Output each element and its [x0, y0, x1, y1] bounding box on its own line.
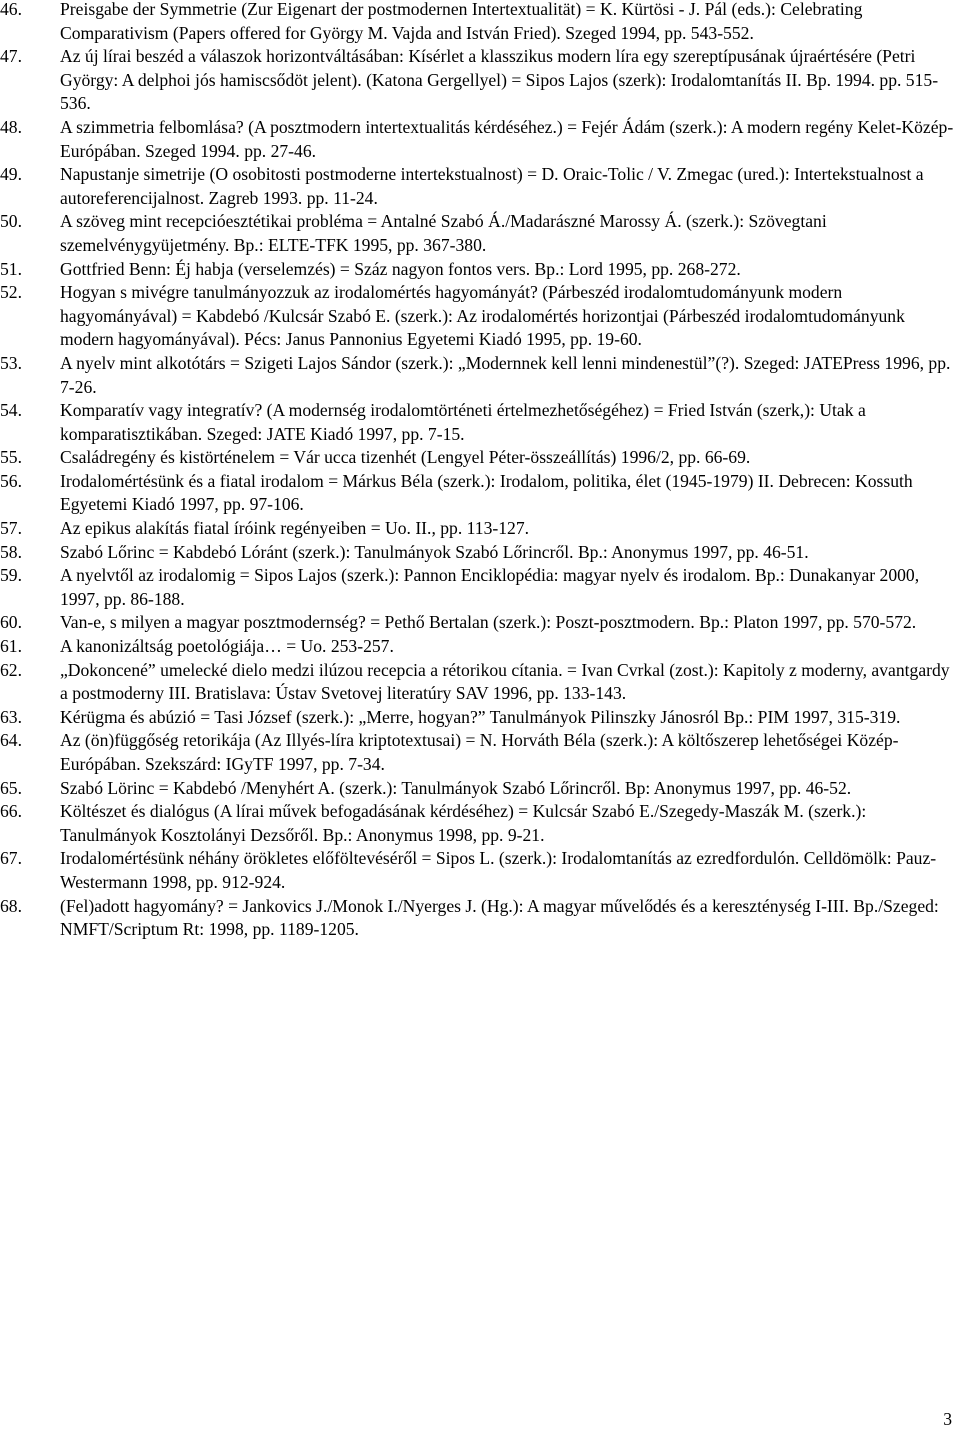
- entry-number: 60.: [0, 612, 22, 633]
- bibliography-entry: [0, 777, 960, 801]
- bibliography-entry: [0, 729, 960, 776]
- bibliography-entry: [0, 399, 960, 446]
- bibliography-entry: [0, 116, 960, 163]
- entry-number: 67.: [0, 848, 22, 869]
- entry-number: 64.: [0, 730, 22, 751]
- bibliography-entry: [0, 659, 960, 706]
- bibliography-entry: [0, 0, 960, 45]
- entry-text: Szabó Lőrinc = Kabdebó Lóránt (szerk.): Tanulmányok Szabó Lőrincről. Bp.: Anonymus 1997, pp. 46-51.: [60, 541, 809, 562]
- entry-text: Az (ön)függőség retorikája (Az Illyés-líra kriptotextusai) = N. Horváth Béla (szerk.): A költőszerep lehetőségei Közép-Európában. Szekszárd: IGyTF 1997, pp. 7-34.: [60, 730, 899, 774]
- entry-text: A nyelv mint alkotótárs = Szigeti Lajos Sándor (szerk.): „Modernnek kell lenni mindenestül”(?). Szeged: JATEPress 1996, pp. 7-26.: [60, 352, 951, 397]
- entry-number: 61.: [0, 636, 22, 657]
- bibliography-entry: [0, 45, 960, 116]
- entry-number: 46.: [0, 0, 22, 19]
- entry-text: A szimmetria felbomlása? (A posztmodern intertextualitás kérdéséhez.) = Fejér Ádám (szerk.): A modern regény Kelet-Közép-Európában. Szeged 1994. pp. 27-46.: [60, 116, 954, 161]
- entry-text: Családregény és kistörténelem = Vár ucca tizenhét (Lengyel Péter-összeállítás) 1996/2, pp. 66-69.: [60, 447, 751, 468]
- bibliography-entry: [0, 611, 960, 635]
- entry-number: 59.: [0, 565, 22, 586]
- entry-number: 47.: [0, 46, 22, 67]
- entry-number: 53.: [0, 352, 22, 373]
- entry-text: Van-e, s milyen a magyar posztmodernség? = Pethő Bertalan (szerk.): Poszt-posztmodern. Bp.: Platon 1997, pp. 570-572.: [60, 612, 917, 633]
- bibliography-entry: [0, 163, 960, 210]
- entry-text: A kanonizáltság poetológiája… = Uo. 253-257.: [60, 636, 394, 657]
- bibliography-entry: [0, 564, 960, 611]
- entry-text: Irodalomértésünk és a fiatal irodalom = Márkus Béla (szerk.): Irodalom, politika, élet (1945-1979) II. Debrecen: Kossuth Egyetemi Kiadó 1997, pp. 97-106.: [60, 470, 913, 515]
- entry-number: 68.: [0, 895, 22, 916]
- bibliography-entry: [0, 800, 960, 847]
- bibliography-entry: [0, 446, 960, 470]
- bibliography-entry: [0, 352, 960, 399]
- bibliography-entry: [0, 706, 960, 730]
- entry-number: 66.: [0, 801, 22, 822]
- entry-number: 63.: [0, 706, 22, 727]
- bibliography-entry: [0, 258, 960, 282]
- entry-text: Preisgabe der Symmetrie (Zur Eigenart der postmodernen Intertextualität) = K. Kürtösi - J. Pál (eds.): Celebrating Comparativism (Papers offered for György M. Vajda and István Fried). Szeged 1994, pp. 543-552.: [60, 0, 863, 43]
- bibliography-entry: [0, 635, 960, 659]
- bibliography-entry: [0, 210, 960, 257]
- entry-number: 48.: [0, 116, 22, 137]
- entry-number: 52.: [0, 282, 22, 303]
- entry-number: 49.: [0, 164, 22, 185]
- entry-number: 54.: [0, 400, 22, 421]
- entry-number: 56.: [0, 470, 22, 491]
- bibliography-entry: [0, 541, 960, 565]
- entry-text: Az epikus alakítás fiatal íróink regényeiben = Uo. II., pp. 113-127.: [60, 518, 530, 539]
- entry-text: Napustanje simetrije (O osobitosti postmoderne intertekstualnost) = D. Oraic-Tolic / V. Zmegac (ured.): Intertekstualnost a autoreferencijalnost. Zagreb 1993. pp. 11-24.: [60, 164, 924, 208]
- bibliography-entry: [0, 847, 960, 894]
- entry-text: Irodalomértésünk néhány örökletes előföltevéséről = Sipos L. (szerk.): Irodalomtanítás az ezredfordulón. Celldömölk: Pauz-Westermann 1998, pp. 912-924.: [60, 848, 937, 892]
- entry-text: Komparatív vagy integratív? (A modernség irodalomtörténeti értelmezhetőségéhez) = Fried István (szerk,): Utak a komparatisztikában. Szeged: JATE Kiadó 1997, pp. 7-15.: [60, 400, 866, 444]
- entry-number: 55.: [0, 447, 22, 468]
- entry-number: 58.: [0, 541, 22, 562]
- bibliography-entry: [0, 517, 960, 541]
- entry-text: „Dokoncené” umelecké dielo medzi ilúzou recepcia a rétorikou cítania. = Ivan Cvrkal (zost.): Kapitoly z moderny, avantgardy a postmoderny III. Bratislava: Ústav Svetovej literatúry SAV 1996, pp. 133-143.: [60, 659, 950, 704]
- entry-number: 57.: [0, 518, 22, 539]
- bibliography-entry: [0, 470, 960, 517]
- entry-text: (Fel)adott hagyomány? = Jankovics J./Monok I./Nyerges J. (Hg.): A magyar művelődés és a kereszténység I-III. Bp./Szeged: NMFT/Scriptum Rt: 1998, pp. 1189-1205.: [60, 895, 939, 940]
- entry-text: Költészet és dialógus (A lírai művek befogadásának kérdéséhez) = Kulcsár Szabó E./Szegedy-Maszák M. (szerk.): Tanulmányok Kosztolányi Dezsőről. Bp.: Anonymus 1998, pp. 9-21.: [60, 801, 867, 845]
- entry-text: Gottfried Benn: Éj habja (verselemzés) = Száz nagyon fontos vers. Bp.: Lord 1995, pp. 268-272.: [60, 258, 741, 279]
- page-number: 3: [943, 1409, 952, 1430]
- entry-number: 51.: [0, 258, 22, 279]
- entry-number: 50.: [0, 211, 22, 232]
- entry-text: Az új lírai beszéd a válaszok horizontváltásában: Kísérlet a klasszikus modern líra egy szereptípusának újraértésére (Petri György: A delphoi jós hamiscsődöt jelent). (Katona Gergellyel) = Sipos Lajos (szerk): Irodalomtanítás II. Bp. 1994. pp. 515-536.: [60, 46, 939, 114]
- entry-text: Kérügma és abúzió = Tasi József (szerk.): „Merre, hogyan?” Tanulmányok Pilinszky Jánosról Bp.: PIM 1997, 315-319.: [60, 706, 901, 727]
- entry-text: A szöveg mint recepcióesztétikai probléma = Antalné Szabó Á./Madarászné Marossy Á. (szerk.): Szövegtani szemelvénygyüjetmény. Bp.: ELTE-TFK 1995, pp. 367-380.: [60, 211, 827, 255]
- entry-number: 65.: [0, 777, 22, 798]
- entry-text: Hogyan s mivégre tanulmányozzuk az irodalomértés hagyományát? (Párbeszéd irodalomtudományunk modern hagyományával) = Kabdebó /Kulcsár Szabó E. (szerk.): Az irodalomértés horizontjai (Párbeszéd irodalomtudományunk modern hagyományával). Pécs: Janus Pannonius Egyetemi Kiadó 1995, pp. 19-60.: [60, 282, 905, 350]
- bibliography-entry: [0, 281, 960, 352]
- entry-text: Szabó Lörinc = Kabdebó /Menyhért A. (szerk.): Tanulmányok Szabó Lőrincről. Bp: Anonymus 1997, pp. 46-52.: [60, 777, 852, 798]
- entry-number: 62.: [0, 659, 22, 680]
- entry-text: A nyelvtől az irodalomig = Sipos Lajos (szerk.): Pannon Enciklopédia: magyar nyelv és irodalom. Bp.: Dunakanyar 2000, 1997, pp. 86-188.: [60, 565, 920, 609]
- bibliography-entry: [0, 895, 960, 942]
